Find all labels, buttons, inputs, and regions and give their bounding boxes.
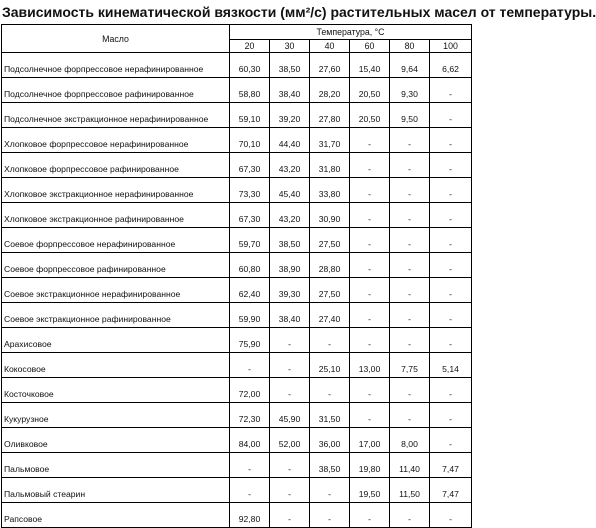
viscosity-value: 31,80 — [310, 153, 350, 178]
oil-name: Подсолнечное форпрессовое нерафинированное — [2, 53, 230, 78]
viscosity-value: - — [270, 378, 310, 403]
table-row — [2, 153, 472, 178]
viscosity-value: 19,80 — [350, 453, 390, 478]
table-row — [2, 303, 472, 328]
viscosity-value: 20,50 — [350, 103, 390, 128]
table-row — [2, 428, 472, 453]
viscosity-value: 44,40 — [270, 128, 310, 153]
viscosity-value: - — [350, 328, 390, 353]
viscosity-value: - — [350, 228, 390, 253]
viscosity-value: - — [430, 328, 472, 353]
viscosity-value: - — [350, 128, 390, 153]
viscosity-value: - — [350, 503, 390, 528]
temp-col-header: 20 — [230, 40, 270, 53]
viscosity-value: - — [270, 353, 310, 378]
viscosity-value: - — [430, 78, 472, 103]
viscosity-value: 92,80 — [230, 503, 270, 528]
oil-name: Оливковое — [2, 428, 230, 453]
viscosity-value: 30,90 — [310, 203, 350, 228]
viscosity-value: 11,50 — [390, 478, 430, 503]
viscosity-value: - — [310, 378, 350, 403]
viscosity-value: - — [230, 453, 270, 478]
table-row — [2, 328, 472, 353]
viscosity-value: - — [350, 303, 390, 328]
oil-name: Подсолнечное экстракционное нерафинированное — [2, 103, 230, 128]
viscosity-value: - — [430, 103, 472, 128]
viscosity-value: - — [350, 403, 390, 428]
viscosity-value: 58,80 — [230, 78, 270, 103]
viscosity-value: - — [230, 478, 270, 503]
viscosity-value: 45,40 — [270, 178, 310, 203]
viscosity-value: - — [430, 278, 472, 303]
viscosity-value: - — [430, 228, 472, 253]
table-row — [2, 253, 472, 278]
temp-col-header: 30 — [270, 40, 310, 53]
table-row — [2, 203, 472, 228]
viscosity-value: 9,30 — [390, 78, 430, 103]
temp-col-header: 60 — [350, 40, 390, 53]
viscosity-value: - — [430, 203, 472, 228]
viscosity-value: 67,30 — [230, 153, 270, 178]
viscosity-value: - — [430, 403, 472, 428]
viscosity-value: 60,80 — [230, 253, 270, 278]
viscosity-value: - — [390, 303, 430, 328]
viscosity-value: 25,10 — [310, 353, 350, 378]
oil-name: Рапсовое — [2, 503, 230, 528]
oil-name: Подсолнечное форпрессовое рафинированное — [2, 78, 230, 103]
table-row — [2, 503, 472, 528]
viscosity-value: 33,80 — [310, 178, 350, 203]
viscosity-value: 27,50 — [310, 278, 350, 303]
viscosity-value: - — [310, 503, 350, 528]
table-row — [2, 103, 472, 128]
viscosity-value: 38,50 — [310, 453, 350, 478]
table-row — [2, 478, 472, 503]
viscosity-value: 39,20 — [270, 103, 310, 128]
viscosity-value: - — [430, 128, 472, 153]
viscosity-value: 45,90 — [270, 403, 310, 428]
oil-name: Хлопковое экстракционное нерафинированное — [2, 178, 230, 203]
oil-name: Хлопковое форпрессовое нерафинированное — [2, 128, 230, 153]
temp-col-header: 100 — [430, 40, 472, 53]
oil-name: Хлопковое экстракционное рафинированное — [2, 203, 230, 228]
viscosity-value: 20,50 — [350, 78, 390, 103]
table-row — [2, 53, 472, 78]
viscosity-value: - — [350, 278, 390, 303]
viscosity-value: - — [390, 253, 430, 278]
viscosity-value: - — [270, 478, 310, 503]
oil-name: Соевое экстракционное нерафинированное — [2, 278, 230, 303]
viscosity-value: 27,80 — [310, 103, 350, 128]
page-title: Зависимость кинематической вязкости (мм²/с) растительных масел от температуры. — [2, 4, 596, 20]
viscosity-value: 9,50 — [390, 103, 430, 128]
viscosity-value: - — [390, 328, 430, 353]
oil-name: Соевое экстракционное рафинированное — [2, 303, 230, 328]
viscosity-value: 13,00 — [350, 353, 390, 378]
viscosity-value: - — [390, 178, 430, 203]
viscosity-value: - — [350, 153, 390, 178]
oil-name: Кокосовое — [2, 353, 230, 378]
table-row — [2, 353, 472, 378]
viscosity-value: 7,75 — [390, 353, 430, 378]
viscosity-value: 28,20 — [310, 78, 350, 103]
viscosity-value: 36,00 — [310, 428, 350, 453]
viscosity-value: - — [390, 228, 430, 253]
oil-name: Соевое форпрессовое рафинированное — [2, 253, 230, 278]
oil-name: Арахисовое — [2, 328, 230, 353]
viscosity-value: 38,90 — [270, 253, 310, 278]
oil-column-header: Масло — [2, 25, 230, 53]
viscosity-value: - — [390, 153, 430, 178]
viscosity-table — [1, 24, 472, 528]
viscosity-value: - — [270, 328, 310, 353]
viscosity-value: - — [230, 353, 270, 378]
viscosity-value: - — [390, 503, 430, 528]
viscosity-value: 39,30 — [270, 278, 310, 303]
viscosity-value: - — [390, 128, 430, 153]
viscosity-value: - — [430, 378, 472, 403]
viscosity-value: 8,00 — [390, 428, 430, 453]
viscosity-value: - — [350, 253, 390, 278]
viscosity-value: 7,47 — [430, 478, 472, 503]
viscosity-value: - — [430, 178, 472, 203]
viscosity-value: - — [430, 303, 472, 328]
viscosity-value: 72,30 — [230, 403, 270, 428]
viscosity-value: - — [390, 278, 430, 303]
viscosity-value: 27,40 — [310, 303, 350, 328]
viscosity-value: 43,20 — [270, 203, 310, 228]
viscosity-value: 38,40 — [270, 78, 310, 103]
table-row — [2, 403, 472, 428]
viscosity-value: 59,10 — [230, 103, 270, 128]
viscosity-value: - — [350, 203, 390, 228]
viscosity-value: - — [390, 203, 430, 228]
viscosity-value: - — [270, 503, 310, 528]
temperature-header: Температура, °С — [230, 25, 472, 40]
viscosity-value: - — [430, 253, 472, 278]
viscosity-value: - — [270, 453, 310, 478]
table-row — [2, 453, 472, 478]
viscosity-value: 84,00 — [230, 428, 270, 453]
viscosity-value: - — [310, 328, 350, 353]
temp-col-header: 80 — [390, 40, 430, 53]
viscosity-value: 5,14 — [430, 353, 472, 378]
viscosity-value: - — [430, 153, 472, 178]
viscosity-value: 62,40 — [230, 278, 270, 303]
viscosity-value: 38,50 — [270, 53, 310, 78]
viscosity-value: 31,70 — [310, 128, 350, 153]
viscosity-value: 60,30 — [230, 53, 270, 78]
table-row — [2, 78, 472, 103]
viscosity-value: 9,64 — [390, 53, 430, 78]
viscosity-value: 31,50 — [310, 403, 350, 428]
viscosity-value: 38,40 — [270, 303, 310, 328]
table-row — [2, 228, 472, 253]
viscosity-value: - — [350, 178, 390, 203]
viscosity-value: 7,47 — [430, 453, 472, 478]
viscosity-value: 59,70 — [230, 228, 270, 253]
viscosity-value: 73,30 — [230, 178, 270, 203]
temp-col-header: 40 — [310, 40, 350, 53]
viscosity-value: 67,30 — [230, 203, 270, 228]
viscosity-value: 27,60 — [310, 53, 350, 78]
table-row — [2, 128, 472, 153]
viscosity-value: 59,90 — [230, 303, 270, 328]
viscosity-value: 27,50 — [310, 228, 350, 253]
viscosity-value: 38,50 — [270, 228, 310, 253]
oil-name: Соевое форпрессовое нерафинированное — [2, 228, 230, 253]
table-row — [2, 378, 472, 403]
viscosity-value: - — [390, 378, 430, 403]
oil-name: Пальмовое — [2, 453, 230, 478]
oil-name: Косточковое — [2, 378, 230, 403]
viscosity-value: - — [310, 478, 350, 503]
viscosity-value: 28,80 — [310, 253, 350, 278]
viscosity-value: 75,90 — [230, 328, 270, 353]
viscosity-value: 6,62 — [430, 53, 472, 78]
table-row — [2, 178, 472, 203]
viscosity-value: 15,40 — [350, 53, 390, 78]
viscosity-value: - — [430, 428, 472, 453]
viscosity-value: 70,10 — [230, 128, 270, 153]
oil-name: Кукурузное — [2, 403, 230, 428]
oil-name: Пальмовый стеарин — [2, 478, 230, 503]
viscosity-value: 19,50 — [350, 478, 390, 503]
viscosity-value: 11,40 — [390, 453, 430, 478]
viscosity-value: - — [430, 503, 472, 528]
viscosity-value: 72,00 — [230, 378, 270, 403]
viscosity-value: 52,00 — [270, 428, 310, 453]
oil-name: Хлопковое форпрессовое рафинированное — [2, 153, 230, 178]
viscosity-value: - — [390, 403, 430, 428]
viscosity-value: - — [350, 378, 390, 403]
table-row — [2, 278, 472, 303]
viscosity-value: 43,20 — [270, 153, 310, 178]
viscosity-value: 17,00 — [350, 428, 390, 453]
